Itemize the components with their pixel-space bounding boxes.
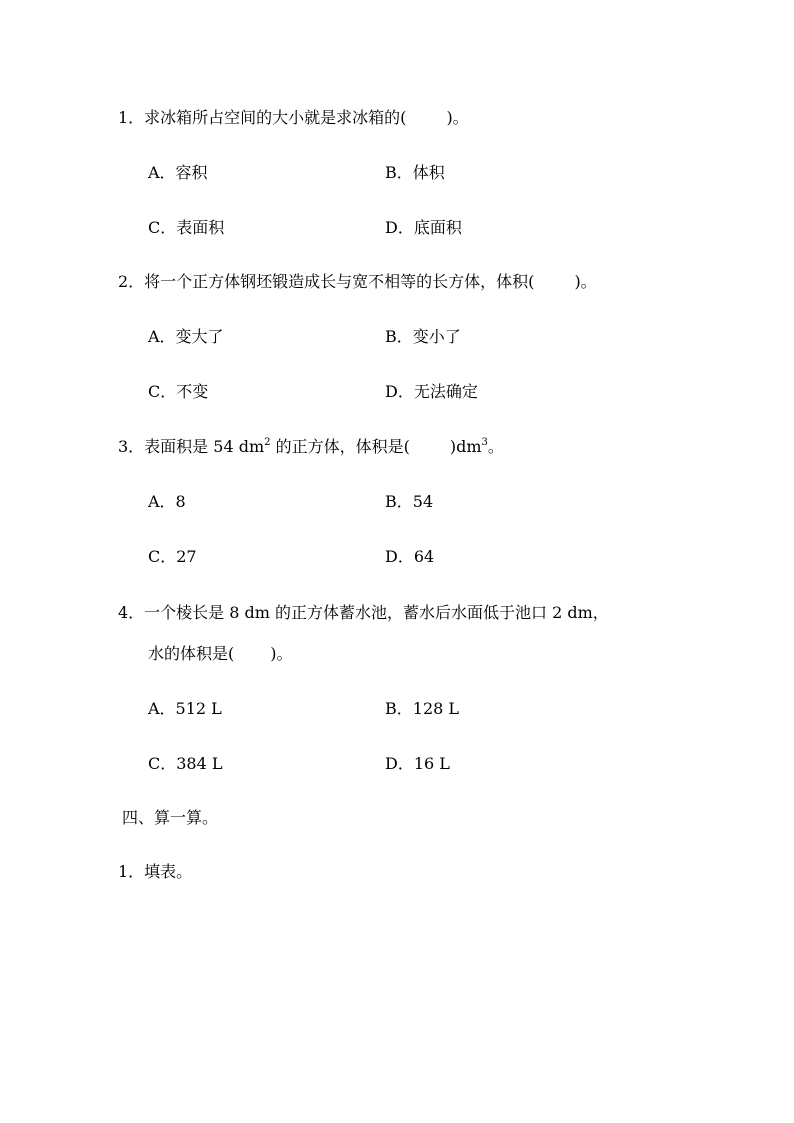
question-2-option-b: B．变小了	[385, 327, 461, 346]
question-4-option-c: C．384 L	[148, 754, 223, 773]
question-3-option-b: B．54	[385, 492, 434, 511]
question-4-stem-line2	[148, 644, 293, 664]
question-2-stem	[118, 272, 597, 292]
question-4-stem: 4．一个棱长是 8 dm 的正方体蓄水池，蓄水后水面低于池口 2 dm，	[118, 603, 609, 622]
question-3-option-a: A．8	[148, 492, 186, 511]
question-2-end: )。	[574, 272, 597, 291]
question-2-text: 2．将一个正方体钢坯锻造成长与宽不相等的长方体，体积(	[118, 272, 535, 291]
question-3-text-d: 。	[487, 437, 504, 456]
question-4-option-b: B．128 L	[385, 699, 460, 718]
question-1-option-c: C．表面积	[148, 218, 225, 237]
question-4-text-b: )。	[270, 644, 293, 663]
section-heading: 四、算一算。	[122, 808, 219, 827]
question-1-option-d: D．底面积	[385, 218, 462, 237]
sub-item-fill-table: 1．填表。	[118, 862, 193, 881]
question-1-option-a: A．容积	[148, 163, 208, 182]
superscript-2: 2	[264, 437, 271, 448]
question-2-option-a: A．变大了	[148, 327, 224, 346]
question-3-option-d: D．64	[385, 547, 435, 566]
question-2-option-d: D．无法确定	[385, 382, 478, 401]
question-3-text-c: )dm	[449, 437, 482, 456]
question-3-stem	[118, 437, 504, 457]
question-3-text-a: 3．表面积是 54 dm	[118, 437, 265, 456]
superscript-3: 3	[481, 437, 488, 448]
question-3-text-b: 的正方体，体积是(	[270, 437, 410, 456]
question-1-option-b: B．体积	[385, 163, 445, 182]
question-2-option-c: C．不变	[148, 382, 209, 401]
question-3-option-c: C．27	[148, 547, 197, 566]
question-1-stem	[118, 108, 469, 128]
question-4-option-a: A．512 L	[148, 699, 222, 718]
question-1-end: )。	[446, 108, 469, 127]
question-4-text-a: 水的体积是(	[148, 644, 235, 663]
question-4-option-d: D．16 L	[385, 754, 450, 773]
question-1-text: 1．求冰箱所占空间的大小就是求冰箱的(	[118, 108, 407, 127]
